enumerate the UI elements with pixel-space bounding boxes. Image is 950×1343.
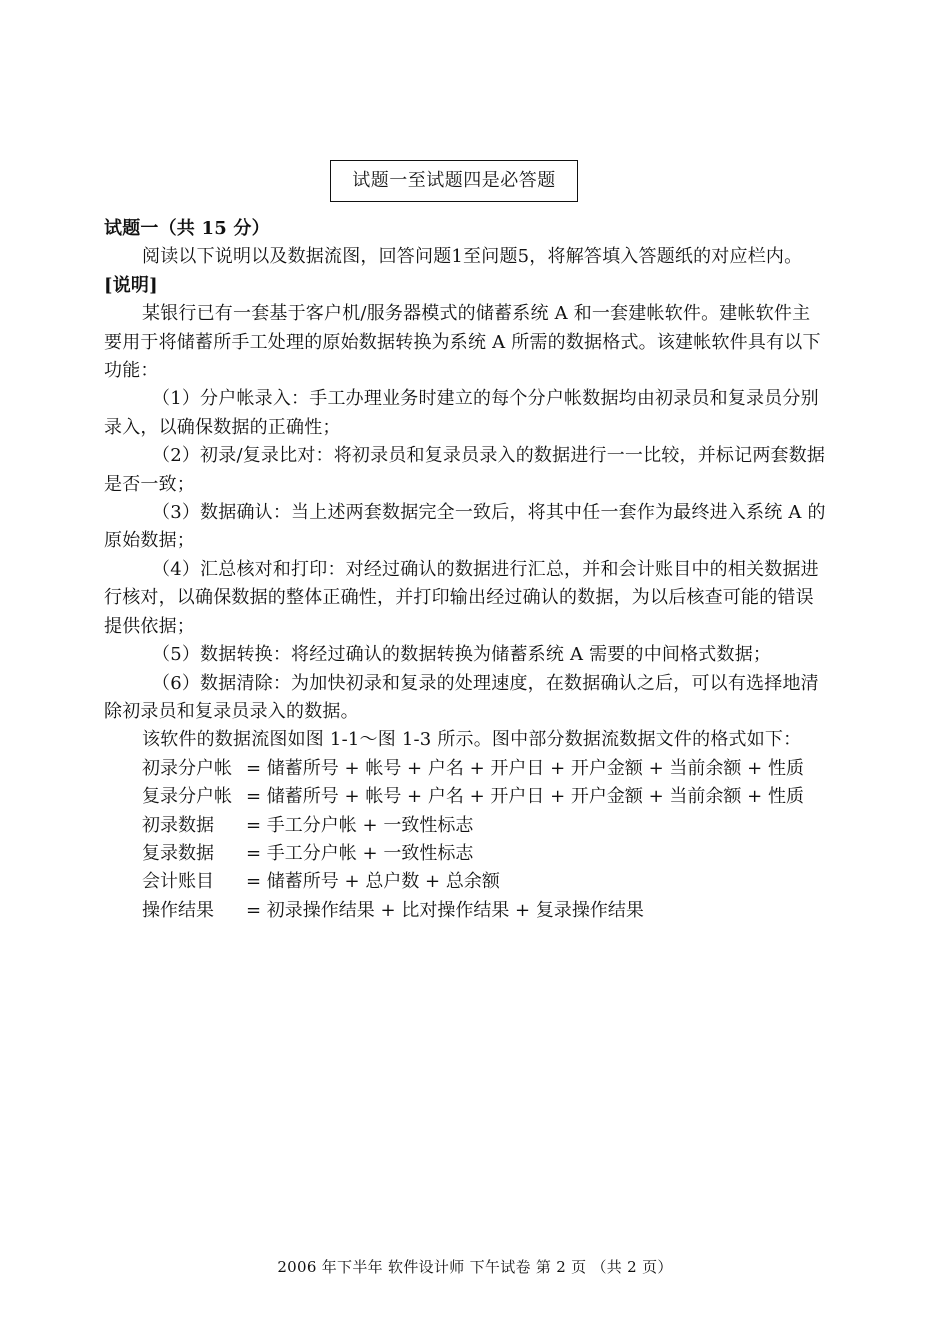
function-5-line: （5）数据转换：将经过确认的数据转换为储蓄系统 A 需要的中间格式数据；: [152, 644, 772, 666]
function-3-line: （3）数据确认：当上述两套数据完全一致后，将其中任一套作为最终进入系统 A 的: [152, 502, 826, 524]
function-1-line: 录入，以确保数据的正确性；: [104, 416, 341, 438]
format-def: = 初录操作结果 + 比对操作结果 + 复录操作结果: [246, 899, 644, 921]
format-name: 复录数据: [142, 842, 214, 864]
format-name: 复录分户帐: [142, 786, 232, 808]
format-definition: [104, 868, 856, 896]
page-footer: 2006 年下半年 软件设计师 下午试卷 第 2 页 （共 2 页）: [277, 1258, 673, 1276]
function-6-line: 除初录员和复录员录入的数据。: [104, 700, 359, 722]
format-definition: [104, 783, 856, 811]
format-name: 操作结果: [142, 899, 214, 921]
function-2-line: 是否一致；: [104, 473, 195, 495]
format-definition: [104, 840, 856, 868]
format-name: 初录数据: [142, 814, 214, 836]
format-def: = 手工分户帐 + 一致性标志: [246, 814, 474, 836]
description-line: 功能：: [104, 360, 159, 382]
format-def: = 手工分户帐 + 一致性标志: [246, 842, 474, 864]
format-def: = 储蓄所号 + 帐号 + 户名 + 开户日 + 开户金额 + 当前余额 + 性质: [246, 757, 804, 779]
required-questions-box: 试题一至试题四是必答题: [330, 160, 578, 202]
format-definition: [104, 755, 856, 783]
description-line: 某银行已有一套基于客户机/服务器模式的储蓄系统 A 和一套建帐软件。建帐软件主: [142, 303, 811, 325]
function-6-line: （6）数据清除：为加快初录和复录的处理速度，在数据确认之后，可以有选择地清: [152, 672, 819, 694]
format-definition: [104, 812, 856, 840]
question-content: [104, 215, 856, 925]
question-heading: 试题一（共 15 分）: [104, 218, 270, 239]
function-1-line: （1）分户帐录入：手工办理业务时建立的每个分户帐数据均由初录员和复录员分别: [152, 388, 819, 410]
function-4-line: 行核对，以确保数据的整体正确性，并打印输出经过确认的数据，为以后核查可能的错误: [104, 587, 814, 609]
format-name: 会计账目: [142, 871, 214, 893]
dfd-intro: 该软件的数据流图如图 1-1～图 1-3 所示。图中部分数据流数据文件的格式如下：: [142, 729, 802, 751]
function-4-line: （4）汇总核对和打印：对经过确认的数据进行汇总，并和会计账目中的相关数据进: [152, 558, 819, 580]
function-4-line: 提供依据；: [104, 615, 195, 637]
intro-text: 阅读以下说明以及数据流图，回答问题1至问题5，将解答填入答题纸的对应栏内。: [142, 246, 803, 268]
function-3-line: 原始数据；: [104, 530, 195, 552]
format-name: 初录分户帐: [142, 757, 232, 779]
function-2-line: （2）初录/复录比对：将初录员和复录员录入的数据进行一一比较，并标记两套数据: [152, 445, 826, 467]
description-line: 要用于将储蓄所手工处理的原始数据转换为系统 A 所需的数据格式。该建帐软件具有以下: [104, 331, 821, 353]
format-def: = 储蓄所号 + 帐号 + 户名 + 开户日 + 开户金额 + 当前余额 + 性质: [246, 786, 804, 808]
section-label: [说明]: [104, 274, 158, 296]
format-def: = 储蓄所号 + 总户数 + 总余额: [246, 871, 500, 893]
format-definition: [104, 897, 856, 925]
